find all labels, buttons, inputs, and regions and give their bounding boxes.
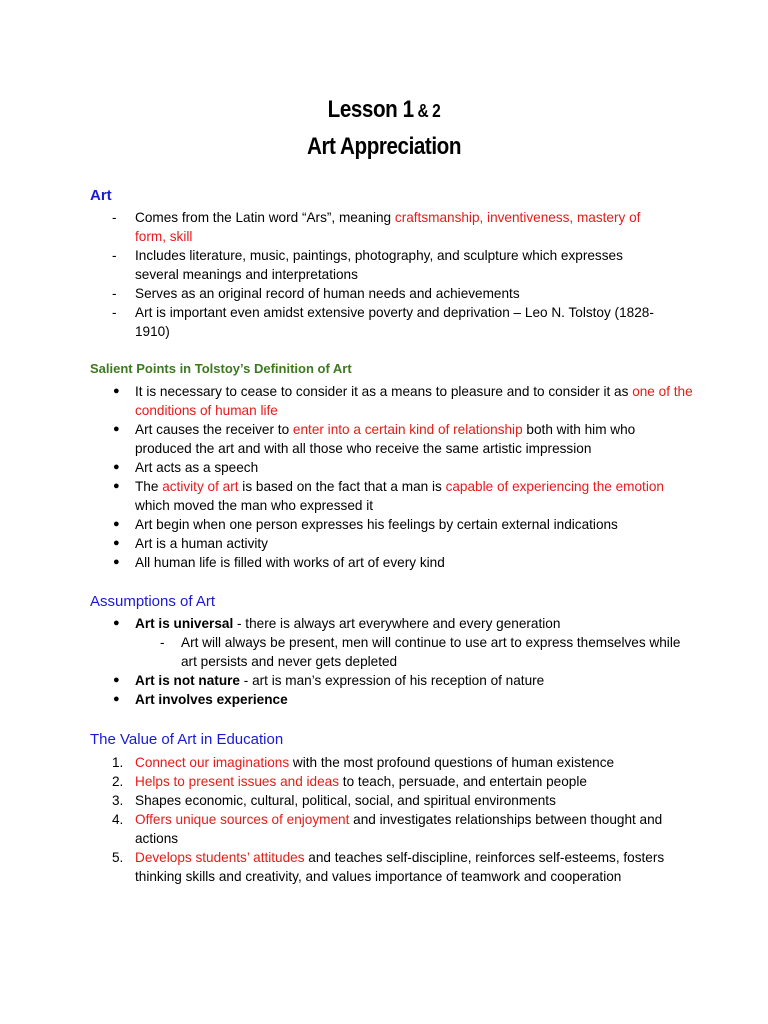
bullet-marker: ● — [113, 556, 120, 568]
list-item — [0, 810, 768, 848]
list-item — [0, 848, 768, 886]
item-text: Serves as an original record of human needs and achievements — [135, 286, 520, 301]
list-item — [0, 553, 768, 572]
number-marker: 2. — [112, 774, 124, 789]
list-item — [0, 690, 768, 709]
list-item — [0, 382, 768, 420]
list-item — [0, 208, 768, 246]
highlight-text: one of the conditions of human life — [135, 384, 693, 418]
list-item — [0, 477, 768, 515]
highlight-text: activity of art — [162, 479, 239, 494]
list-item — [0, 246, 768, 284]
number-marker: 5. — [112, 850, 124, 865]
item-text: The — [135, 479, 163, 494]
bullet-marker: ● — [113, 537, 120, 549]
art-list — [0, 208, 768, 341]
highlight-text: Offers unique sources of enjoyment — [135, 812, 350, 827]
bullet-marker: ● — [113, 480, 120, 492]
item-text: to teach, persuade, and entertain people — [339, 774, 587, 789]
number-marker: 1. — [112, 755, 124, 770]
highlight-text: capable of experiencing the emotion — [445, 479, 664, 494]
title-lesson-suffix: & 2 — [413, 101, 441, 121]
list-item — [0, 303, 768, 341]
bullet-marker: ● — [113, 693, 120, 705]
list-item — [0, 671, 768, 690]
list-item — [0, 284, 768, 303]
highlight-text: craftsmanship, inventiveness, mastery of form, skill — [135, 210, 641, 244]
highlight-text: Helps to present issues and ideas — [135, 774, 340, 789]
bullet-marker: ● — [113, 385, 120, 397]
title-line-2: Art Appreciation — [306, 133, 462, 160]
section-heading-art: Art — [90, 187, 112, 204]
item-text: Shapes economic, cultural, political, social, and spiritual environments — [135, 793, 556, 808]
bullet-marker: ● — [113, 674, 120, 686]
dash-marker: - — [112, 210, 117, 225]
sub-list-item — [0, 633, 768, 671]
number-marker: 3. — [112, 793, 124, 808]
item-text: Art is a human activity — [135, 536, 268, 551]
item-text: Art will always be present, men will continue to use art to express themselves while art persists and never gets depleted — [181, 635, 681, 669]
item-text: which moved the man who expressed it — [135, 498, 374, 513]
item-text: - art is man’s expression of his reception of nature — [239, 673, 545, 688]
dash-marker: - — [112, 248, 117, 263]
list-item — [0, 534, 768, 553]
document-title — [0, 92, 768, 164]
item-bold-text: Art is not nature — [135, 673, 240, 688]
list-item — [0, 791, 768, 810]
item-text: Includes literature, music, paintings, photography, and sculpture which expresses several meanings and interpretations — [135, 248, 623, 282]
section-heading-value-of-art: The Value of Art in Education — [90, 731, 284, 748]
list-item — [0, 753, 768, 772]
bullet-marker: ● — [113, 461, 120, 473]
item-text: It is necessary to cease to consider it as a means to pleasure and to consider it as — [135, 384, 633, 399]
item-text: All human life is filled with works of art of every kind — [135, 555, 445, 570]
list-item — [0, 458, 768, 477]
item-text: Art causes the receiver to — [135, 422, 293, 437]
item-text: both with him who produced the art and with all those who receive the same artistic impression — [135, 422, 636, 456]
title-line-1 — [54, 92, 714, 129]
dash-marker: - — [112, 286, 117, 301]
title-lesson: Lesson 1 — [327, 96, 414, 123]
section-heading-salient-points: Salient Points in Tolstoy’s Definition of Art — [90, 361, 352, 376]
dash-marker: - — [112, 305, 117, 320]
highlight-text: enter into a certain kind of relationship — [292, 422, 523, 437]
list-item — [0, 614, 768, 633]
assumptions-list — [0, 614, 768, 709]
item-text: Art is important even amidst extensive poverty and deprivation – Leo N. Tolstoy (1828-1910) — [135, 305, 654, 339]
bullet-marker: ● — [113, 617, 120, 629]
item-text: and teaches self-discipline, reinforces self-esteems, fosters thinking skills and creativity, and values importance of teamwork and cooperation — [135, 850, 665, 884]
bullet-marker: ● — [113, 423, 120, 435]
item-text: Comes from the Latin word “Ars”, meaning — [135, 210, 395, 225]
item-bold-text: Art involves experience — [135, 692, 288, 707]
list-item — [0, 420, 768, 458]
dash-marker: - — [160, 635, 165, 650]
value-list — [0, 753, 768, 886]
item-text: with the most profound questions of human existence — [289, 755, 615, 770]
number-marker: 4. — [112, 812, 124, 827]
highlight-text: Develops students’ attitudes — [135, 850, 305, 865]
list-item — [0, 772, 768, 791]
item-text: Art acts as a speech — [135, 460, 259, 475]
item-bold-text: Art is universal — [135, 616, 234, 631]
highlight-text: Connect our imaginations — [135, 755, 290, 770]
section-heading-assumptions: Assumptions of Art — [90, 593, 216, 610]
item-text: Art begin when one person expresses his feelings by certain external indications — [135, 517, 618, 532]
salient-list — [0, 382, 768, 572]
item-text: - there is always art everywhere and every generation — [233, 616, 561, 631]
bullet-marker: ● — [113, 518, 120, 530]
item-text: is based on the fact that a man is — [238, 479, 446, 494]
list-item — [0, 515, 768, 534]
item-text: and investigates relationships between thought and actions — [135, 812, 663, 846]
